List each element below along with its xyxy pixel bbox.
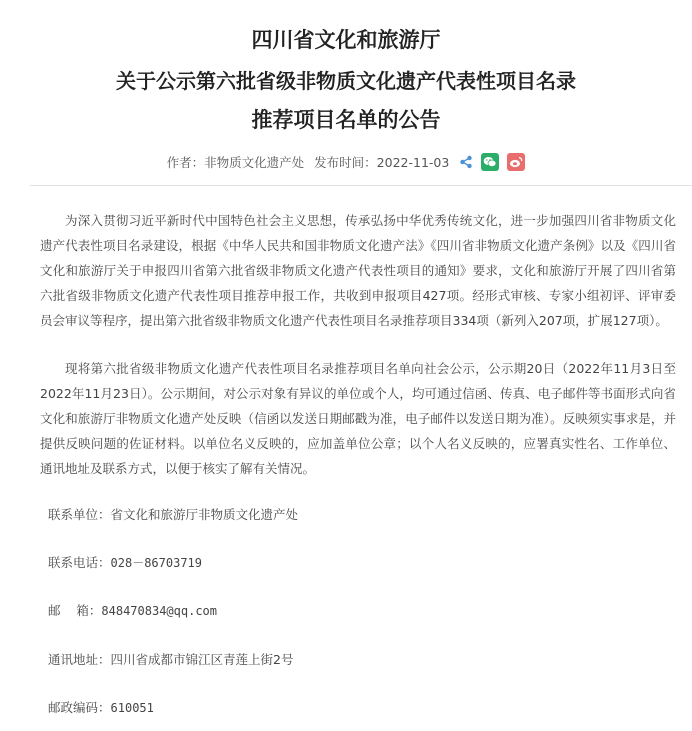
contact-postcode [48,698,154,718]
body-paragraph-1: 为深入贯彻习近平新时代中国特色社会主义思想，传承弘扬中华优秀传统文化，进一步加强四川省非物质文化遗产代表性项目名录建设，根据《中华人民共和国非物质文化遗产法》《四川省非物质文化遗产条例》以及《四川省文化和旅游厅关于申报四川省第六批省级非物质文化遗产代表性项目的通知》要求，文化和旅游厅开展了四川省第六批省级非物质文化遗产代表性项目推荐申报工作，共收到申报项目427项。经形式审核、专家小组初评、评审委员会审议等程序，提出第六批省级非物质文化遗产代表性项目名录推荐项目334项（新列入207项，扩展127项）。 [40,213,676,328]
share-icon[interactable] [459,155,473,169]
body-paragraph-2: 现将第六批省级非物质文化遗产代表性项目名录推荐项目名单向社会公示，公示期20日（2022年11月3日至2022年11月23日）。公示期间，对公示对象有异议的单位或个人，均可通过信函、传真、电子邮件等书面形式向省文化和旅游厅非物质文化遗产处反映（信函以发送日期邮戳为准，电子邮件以发送日期为准）。反映须实事求是，并提供反映问题的佐证材料。以单位名义反映的，应加盖单位公章；以个人名义反映的，应署真实性名、工作单位、通讯地址及联系方式，以便于核实了解有关情况。 [40,361,676,476]
wechat-icon[interactable] [481,153,499,171]
weibo-icon[interactable] [507,153,525,171]
page-title: 四川省文化和旅游厅 [251,28,441,52]
share-bar [459,153,525,171]
contact-postcode-value: 610051 [110,701,154,715]
contact-email-label: 邮 箱： [48,603,102,618]
publish-time: 发布时间：2022-11-03 [314,155,450,170]
author-label: 作者：非物质文化遗产处 [166,155,305,170]
article-meta [0,151,692,173]
contact-unit-value: 省文化和旅游厅非物质文化遗产处 [110,507,299,522]
contact-unit [48,505,298,525]
contact-email-value: 848470834@qq.com [101,604,217,618]
contact-phone [48,553,202,573]
contact-address-value: 四川省成都市锦江区青莲上街2号 [110,652,294,667]
divider [30,185,692,186]
contact-unit-label: 联系单位： [48,507,111,522]
contact-email [48,601,217,621]
contact-address [48,650,293,670]
page-title-line2: 关于公示第六批省级非物质文化遗产代表性项目名录 [116,69,576,93]
contact-phone-label: 联系电话： [48,555,111,570]
page-title-line3: 推荐项目名单的公告 [251,108,441,132]
contact-address-label: 通讯地址： [48,652,111,667]
contact-phone-value: 028－86703719 [110,556,202,570]
contact-postcode-label: 邮政编码： [48,700,111,715]
